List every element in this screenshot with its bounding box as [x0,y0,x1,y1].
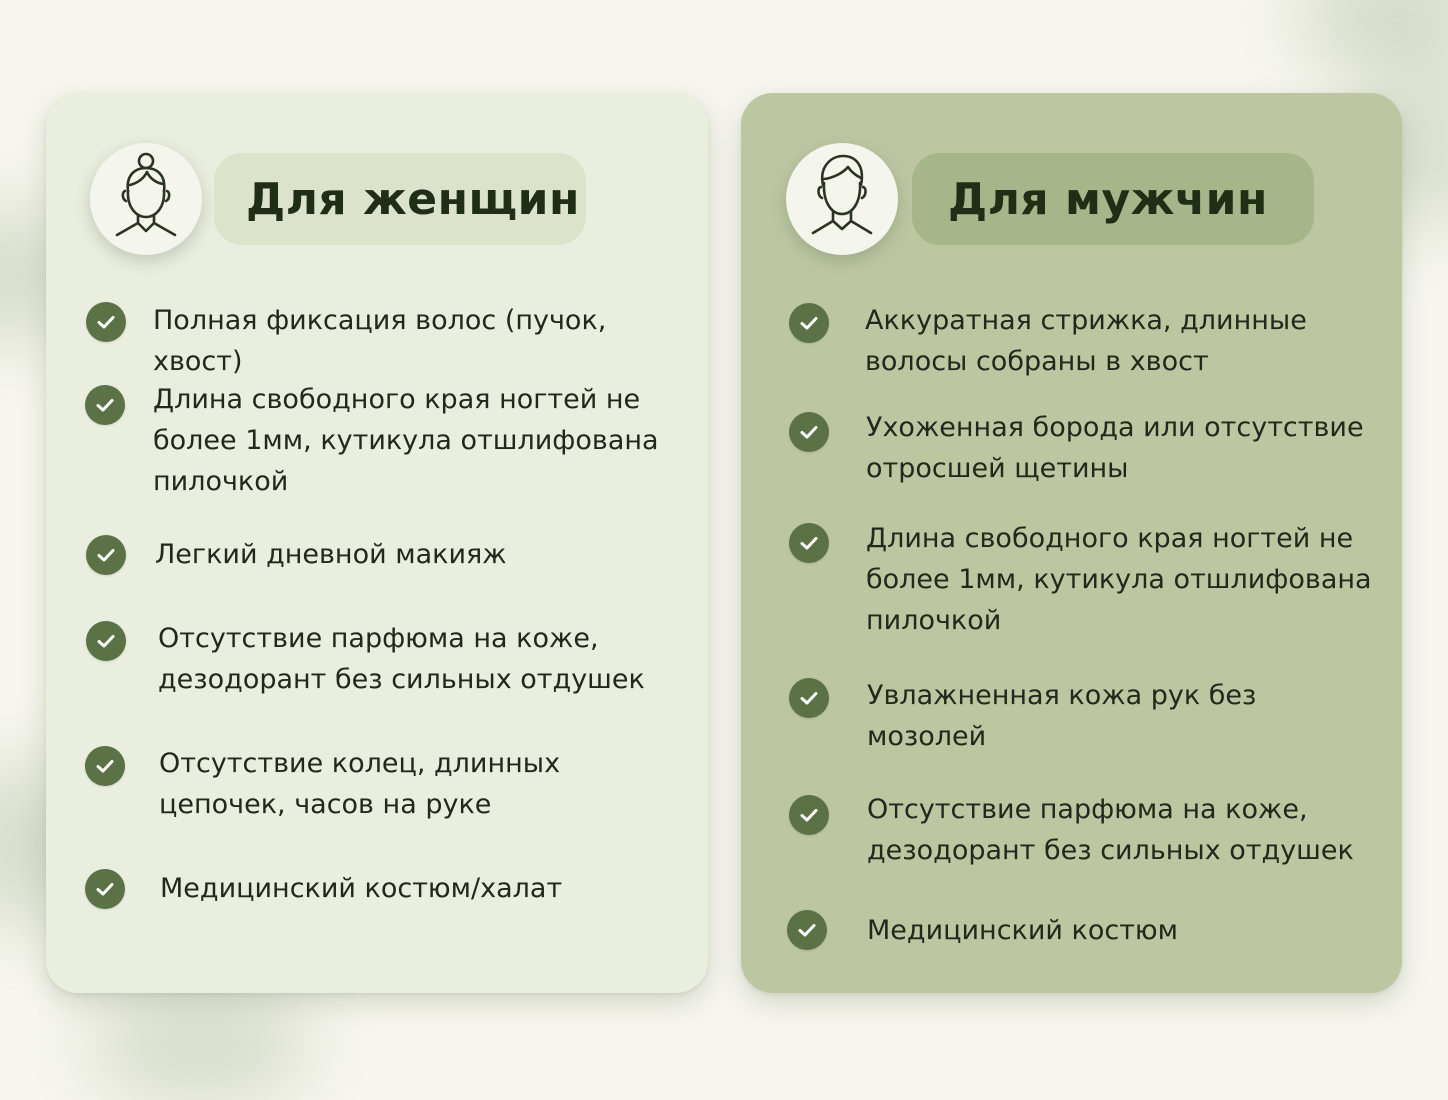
check-circle-icon [85,869,125,909]
woman-avatar-icon [113,151,179,247]
men-card [741,93,1402,993]
item-text: Отсутствие парфюма на коже, дезодорант без сильных отдушек [867,794,1354,866]
check-circle-icon [86,621,126,661]
women-card [46,93,708,993]
background-leaf-blur [90,990,310,1100]
item-text: Медицинский костюм/халат [160,873,563,904]
background-leaf-blur [1300,0,1448,80]
check-circle-icon [789,303,829,343]
check-circle-icon [789,795,829,835]
men-avatar [786,143,898,255]
man-avatar-icon [809,151,875,247]
item-text: Полная фиксация волос (пучок, хвост) [153,305,607,377]
item-text: Увлажненная кожа рук без мозолей [867,680,1257,752]
item-text: Легкий дневной макияж [155,539,507,570]
item-text: Отсутствие парфюма на коже, дезодорант без сильных отдушек [158,623,645,695]
check-circle-icon [86,302,126,342]
check-circle-icon [86,535,126,575]
item-text: Отсутствие колец, длинных цепочек, часов на руке [159,748,561,820]
check-circle-icon [787,910,827,950]
item-text: Медицинский костюм [867,915,1179,946]
men-title: Для мужчин [948,173,1268,225]
item-text: Ухоженная борода или отсутствие отросшей щетины [866,412,1364,484]
women-title: Для женщин [246,173,580,225]
women-title-pill [214,153,586,245]
item-text: Длина свободного края ногтей не более 1мм, кутикула отшлифована пилочкой [153,384,659,497]
check-circle-icon [85,385,125,425]
check-circle-icon [789,523,829,563]
item-text: Длина свободного края ногтей не более 1мм, кутикула отшлифована пилочкой [866,523,1372,636]
men-title-pill [912,153,1314,245]
women-avatar [90,143,202,255]
check-circle-icon [789,678,829,718]
item-text: Аккуратная стрижка, длинные волосы собраны в хвост [865,305,1307,377]
check-circle-icon [85,746,125,786]
check-circle-icon [789,412,829,452]
